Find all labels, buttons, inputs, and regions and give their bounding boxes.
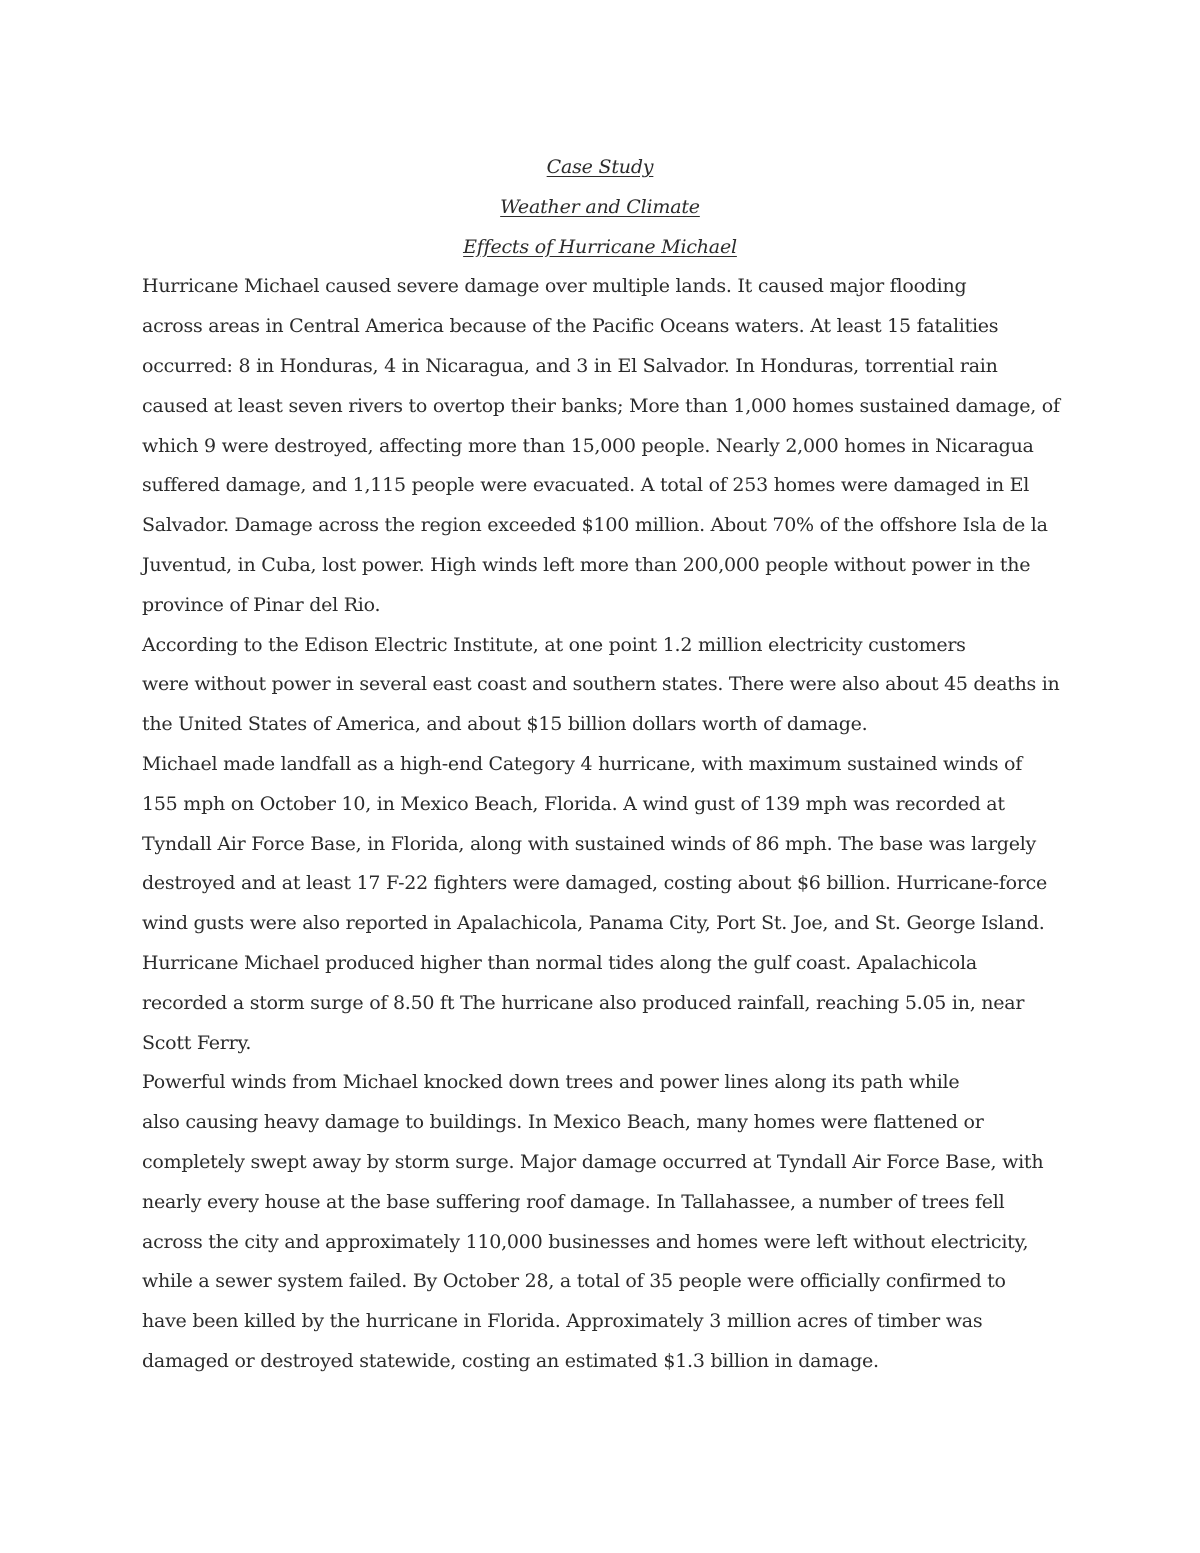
text-line: nearly every house at the base suffering roof damage. In Tallahassee, a number of trees fell — [142, 1190, 1005, 1213]
text-line: destroyed and at least 17 F-22 fighters were damaged, costing about $6 billion. Hurricane-force — [142, 872, 1048, 895]
text-line: caused at least seven rivers to overtop their banks; More than 1,000 homes sustained damage, of — [142, 394, 1060, 417]
text-line: recorded a storm surge of 8.50 ft The hurricane also produced rainfall, reaching 5.05 in, near — [142, 991, 1025, 1014]
text-line: Hurricane Michael produced higher than normal tides along the gulf coast. Apalachicola — [142, 951, 977, 974]
text-line: completely swept away by storm surge. Major damage occurred at Tyndall Air Force Base, with — [142, 1150, 1044, 1173]
text-line: have been killed by the hurricane in Florida. Approximately 3 million acres of timber was — [142, 1310, 983, 1333]
text-line: the United States of America, and about $15 billion dollars worth of damage. — [142, 713, 868, 736]
text-line: Hurricane Michael caused severe damage over multiple lands. It caused major flooding — [142, 275, 967, 298]
text-line: while a sewer system failed. By October 28, a total of 35 people were officially confirmed to — [142, 1270, 1006, 1293]
text-line: Salvador. Damage across the region exceeded $100 million. About 70% of the offshore Isla de la — [142, 514, 1048, 537]
case-study-title: Case Study — [546, 156, 654, 178]
text-line: also causing heavy damage to buildings. In Mexico Beach, many homes were flattened or — [142, 1111, 984, 1134]
text-line: occurred: 8 in Honduras, 4 in Nicaragua, and 3 in El Salvador. In Honduras, torrential rain — [142, 354, 998, 377]
text-line: Scott Ferry. — [142, 1031, 252, 1054]
text-line: According to the Edison Electric Institute, at one point 1.2 million electricity customers — [142, 633, 966, 656]
text-line: province of Pinar del Rio. — [142, 593, 381, 616]
text-line: Juventud, in Cuba, lost power. High winds left more than 200,000 people without power in the — [142, 553, 1031, 576]
text-line: wind gusts were also reported in Apalachicola, Panama City, Port St. Joe, and St. George Island. — [142, 912, 1045, 935]
text-line: Powerful winds from Michael knocked down trees and power lines along its path while — [142, 1071, 960, 1094]
text-line: damaged or destroyed statewide, costing an estimated $1.3 billion in damage. — [142, 1349, 879, 1372]
text-line: 155 mph on October 10, in Mexico Beach, Florida. A wind gust of 139 mph was recorded at — [142, 792, 1005, 815]
essay-title: Effects of Hurricane Michael — [463, 235, 737, 258]
text-line: which 9 were destroyed, affecting more than 15,000 people. Nearly 2,000 homes in Nicaragua — [142, 434, 1034, 457]
body-text — [142, 267, 1062, 1381]
text-line: Michael made landfall as a high-end Category 4 hurricane, with maximum sustained winds of — [142, 752, 1023, 775]
document-page — [142, 148, 1062, 1382]
text-line: suffered damage, and 1,115 people were evacuated. A total of 253 homes were damaged in El — [142, 474, 1030, 497]
title-block — [138, 148, 1062, 267]
text-line: were without power in several east coast and southern states. There were also about 45 deaths in — [142, 673, 1060, 696]
text-line: Tyndall Air Force Base, in Florida, along with sustained winds of 86 mph. The base was largely — [142, 832, 1037, 855]
text-line: across areas in Central America because of the Pacific Oceans waters. At least 15 fatalities — [142, 315, 999, 338]
text-line: across the city and approximately 110,000 businesses and homes were left without electricity, — [142, 1230, 1029, 1253]
subject-title: Weather and Climate — [500, 195, 700, 218]
